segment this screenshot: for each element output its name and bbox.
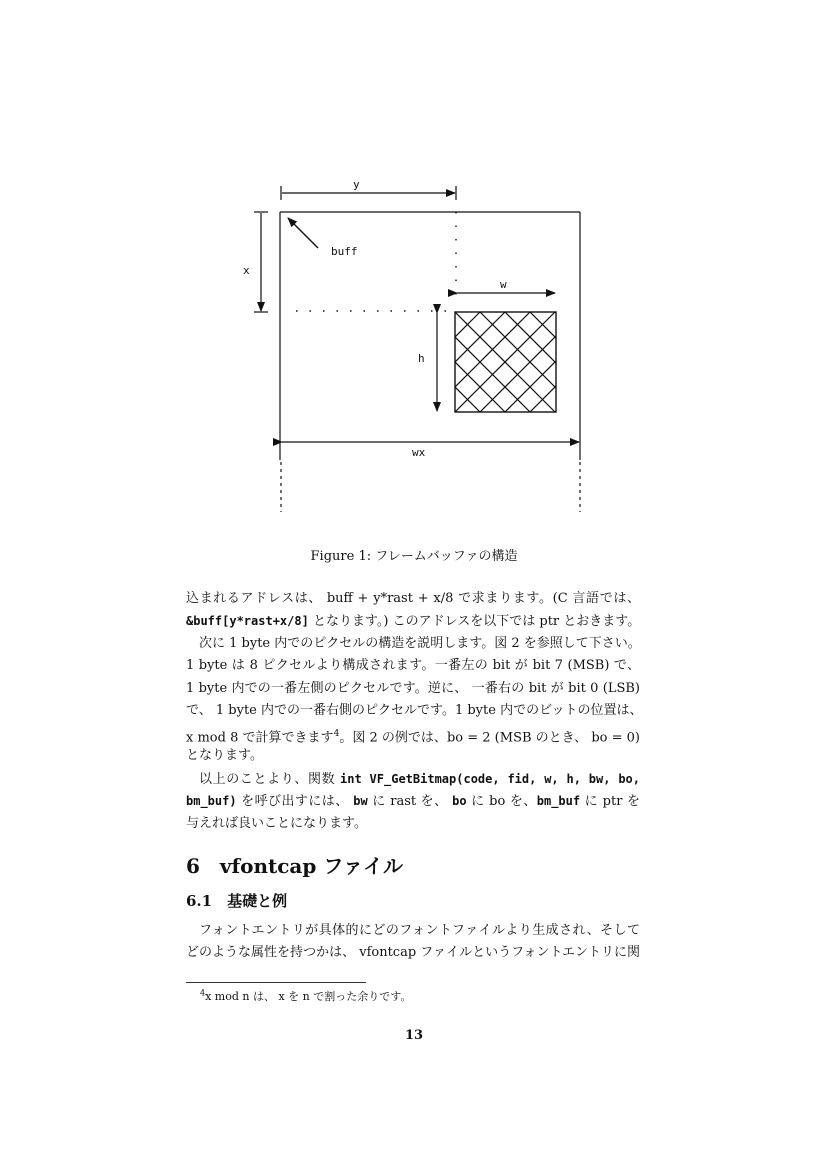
buffer-continuation-dashes (281, 462, 580, 512)
hatch-line (355, 312, 455, 412)
para3-text-h: に ptr を (580, 794, 641, 809)
para3-line2 (186, 790, 640, 814)
label-h: h (418, 352, 425, 365)
para3-line1-text: 以上のことより、関数 (199, 772, 341, 787)
para3-text-f: に bo を、 (466, 794, 537, 809)
para3-text-d: に rast を、 (367, 794, 453, 809)
para1-line2 (186, 610, 640, 634)
code-buff-expression: &buff[y*rast+x/8] (186, 614, 309, 628)
frame-buffer-figure (0, 0, 828, 540)
figure-caption: Figure 1: フレームバッファの構造 (310, 549, 518, 564)
footnote-ref: 4 (333, 729, 340, 739)
para1-line1: 込まれるアドレスは、 buff + y*rast + x/8 で求まります。(C 言語では、 (186, 591, 640, 606)
code-bw: bw (353, 794, 368, 808)
label-x: x (243, 264, 250, 277)
para2-line6: となります。 (186, 748, 263, 763)
para2-line4: で、 1 byte 内での一番右側のピクセルです。1 byte 内でのビットの位置は、 (186, 703, 643, 718)
section-heading: 6 vfontcap ファイル (186, 854, 403, 878)
y-dimension (281, 186, 456, 200)
para2-line2: 1 byte は 8 ピクセルより構成されます。一番左の bit が bit 7 (MSB) で、 (186, 658, 640, 673)
code-bm-buf: bm_buf (536, 794, 581, 808)
hatch-line (555, 312, 655, 412)
para3-line3: 与えれば良いことになります。 (186, 816, 367, 831)
x-dimension (254, 212, 268, 312)
label-buff: buff (331, 245, 358, 258)
para3-text-b: を呼び出すには、 (236, 794, 354, 809)
code-bm-buf-close: bm_buf) (186, 794, 237, 808)
para3-line1 (186, 768, 640, 792)
footnote-rule (186, 982, 366, 983)
label-w: w (500, 278, 507, 291)
para2-line1: 次に 1 byte 内でのピクセルの構造を説明します。図 2 を参照して下さい。 (199, 636, 641, 651)
buff-pointer-arrow (288, 218, 318, 248)
label-y: y (353, 178, 360, 191)
label-wx: wx (412, 446, 426, 459)
para4-line1: フォントエントリが具体的にどのフォントファイルより生成され、そして (199, 923, 640, 938)
footnote-text: x mod n は、 x を n で割った余りです。 (205, 990, 412, 1003)
para2-line5-text-b: 。図 2 の例では、bo = 2 (MSB のとき、 bo = 0) (339, 730, 640, 746)
code-bo: bo (452, 794, 467, 808)
code-function-signature: int VF_GetBitmap(code, fid, w, h, bw, bo, (340, 772, 640, 786)
hatched-bitmap (355, 312, 655, 412)
para1-line2-text: となります。) このアドレスを以下では ptr とおきます。 (308, 614, 641, 629)
footnote-mark: 4 (200, 988, 206, 998)
para4-line2: どのような属性を持つかは、 vfontcap ファイルというフォントエントリに関 (186, 945, 640, 960)
footnote (200, 988, 411, 1004)
subsection-heading: 6.1 基礎と例 (186, 892, 288, 910)
hatch-line (355, 312, 455, 412)
page-number: 13 (404, 1028, 424, 1043)
hatch-line (555, 312, 655, 412)
para2-line5-text-a: x mod 8 で計算できます (186, 730, 334, 746)
para2-line3: 1 byte 内での一番左側のピクセルです。逆に、 一番右の bit が bit 0 (LSB) (186, 681, 640, 696)
